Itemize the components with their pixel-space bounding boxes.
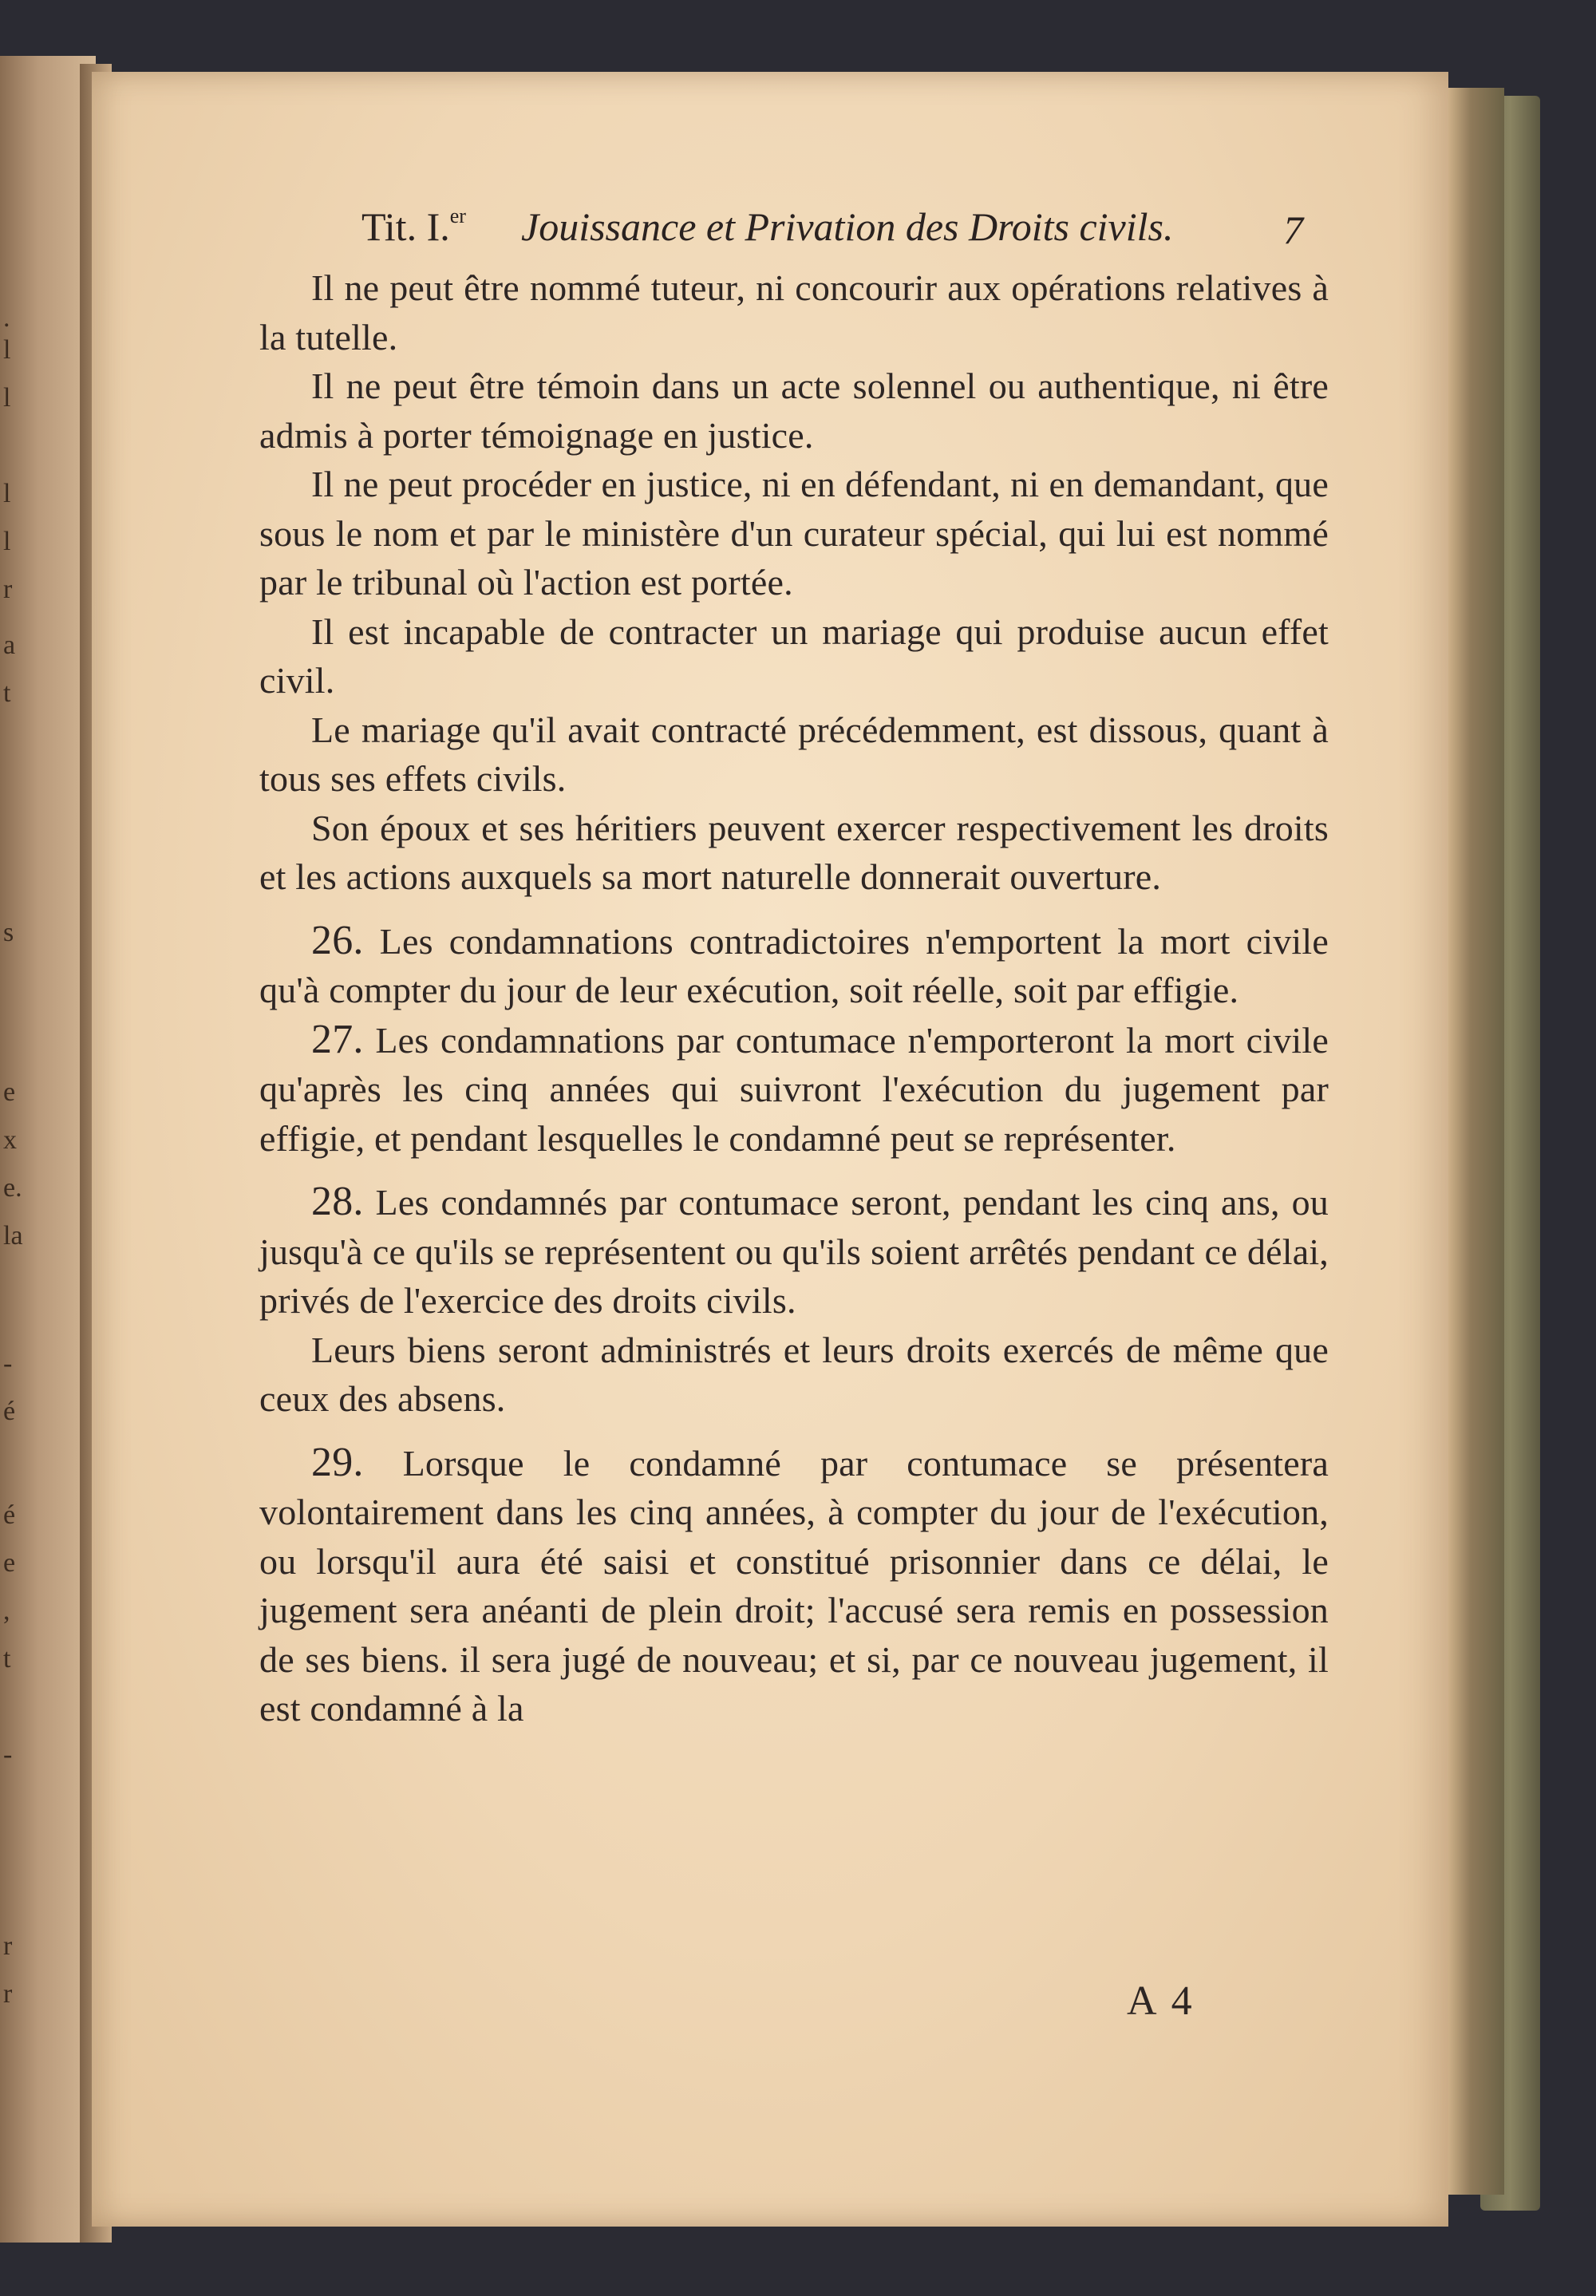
paragraph: [259, 705, 1329, 804]
paragraph-text: Il ne peut procéder en justice, ni en défendant, ni en demandant, que sous le nom et par le ministère d'un curateur spécial, qui lui est nommé par le tribunal où l'action est portée.: [259, 464, 1329, 603]
paragraph: [259, 607, 1329, 705]
left-fragment: ,: [3, 1596, 10, 1626]
article-27: [259, 1015, 1329, 1164]
paragraph-text: Son époux et ses héritiers peuvent exercer respectivement les droits et les actions auxquels sa mort naturelle donnerait ouverture.: [259, 807, 1329, 897]
paragraph-text: Il est incapable de contracter un mariage qui produise aucun effet civil.: [259, 611, 1329, 701]
left-fragment: x: [3, 1125, 17, 1155]
article-number: 26.: [311, 917, 364, 963]
page-number: 7: [1283, 207, 1303, 252]
left-fragment: e.: [3, 1173, 22, 1203]
paragraph-text: Leurs biens seront administrés et leurs droits exercés de même que ceux des absens.: [259, 1329, 1329, 1419]
paragraph-text: Les condamnations par contumace n'emporteront la mort civile qu'après les cinq années qui suivront l'exécution du jugement par effigie, et pendant lesquelles le condamné peut se représenter.: [259, 1019, 1329, 1159]
left-fragment: -: [3, 1349, 13, 1378]
left-fragment: l: [3, 383, 11, 413]
article-number: 27.: [311, 1016, 364, 1062]
left-fragment: l: [3, 335, 11, 365]
page-body: [259, 263, 1329, 1733]
paragraph: [259, 263, 1329, 362]
left-fragment: s: [3, 918, 14, 947]
paragraph: [259, 804, 1329, 902]
left-fragment: la: [3, 1221, 23, 1251]
left-fragment: r: [3, 1931, 13, 1961]
left-fragment: a: [3, 630, 16, 660]
left-page-text-fragments: [0, 56, 32, 2243]
article-29: [259, 1438, 1329, 1733]
left-fragment: l: [3, 479, 11, 508]
left-fragment: l: [3, 527, 11, 556]
left-fragment: r: [3, 575, 13, 604]
left-fragment: r: [3, 1979, 13, 2009]
paragraph-text: Il ne peut être nommé tuteur, ni concourir aux opérations relatives à la tutelle.: [259, 267, 1329, 358]
left-fragment: e: [3, 1548, 16, 1578]
paragraph: [259, 362, 1329, 460]
left-fragment: é: [3, 1397, 16, 1426]
left-fragment: .: [3, 303, 10, 333]
article-26: [259, 916, 1329, 1015]
page-edges: [1448, 88, 1504, 2195]
paragraph-text: Les condamnations contradictoires n'emportent la mort civile qu'à compter du jour de leur exécution, soit réelle, soit par effigie.: [259, 920, 1329, 1010]
paragraph-text: Les condamnés par contumace seront, pendant les cinq ans, ou jusqu'à ce qu'ils se représentent ou qu'ils soient arrêtés pendant ce délai, privés de l'exercice des droits civils.: [259, 1182, 1329, 1321]
title-number-superscript: er: [449, 204, 466, 227]
article-28: [259, 1177, 1329, 1326]
left-fragment: t: [3, 678, 11, 708]
paragraph: [259, 460, 1329, 607]
left-fragment: t: [3, 1644, 11, 1674]
running-title: Jouissance et Privation des Droits civils.: [521, 204, 1174, 249]
article-number: 29.: [311, 1439, 364, 1485]
paragraph: [259, 1326, 1329, 1424]
paragraph-text: Il ne peut être témoin dans un acte solennel ou authentique, ni être admis à porter témoignage en justice.: [259, 366, 1329, 456]
title-number-text: Tit. I.: [361, 204, 450, 249]
left-fragment: é: [3, 1500, 16, 1530]
signature-mark: A 4: [1127, 1978, 1195, 2024]
left-fragment: -: [3, 1740, 13, 1769]
left-fragment: e: [3, 1077, 16, 1107]
running-header: [361, 204, 1319, 259]
title-number: [361, 204, 466, 250]
paragraph-text: Le mariage qu'il avait contracté précédemment, est dissous, quant à tous ses effets civils.: [259, 709, 1329, 799]
paragraph-text: Lorsque le condamné par contumace se présentera volontairement dans les cinq années, à compter du jour de l'exécution, ou lorsqu'il aura été saisi et constitué prisonnier dans ce délai, le jugement sera anéanti de plein droit; l'accusé sera remis en possession de ses biens. il sera jugé de nouveau; et si, par ce nouveau jugement, il est condamné à la: [259, 1442, 1329, 1729]
article-number: 28.: [311, 1179, 364, 1224]
